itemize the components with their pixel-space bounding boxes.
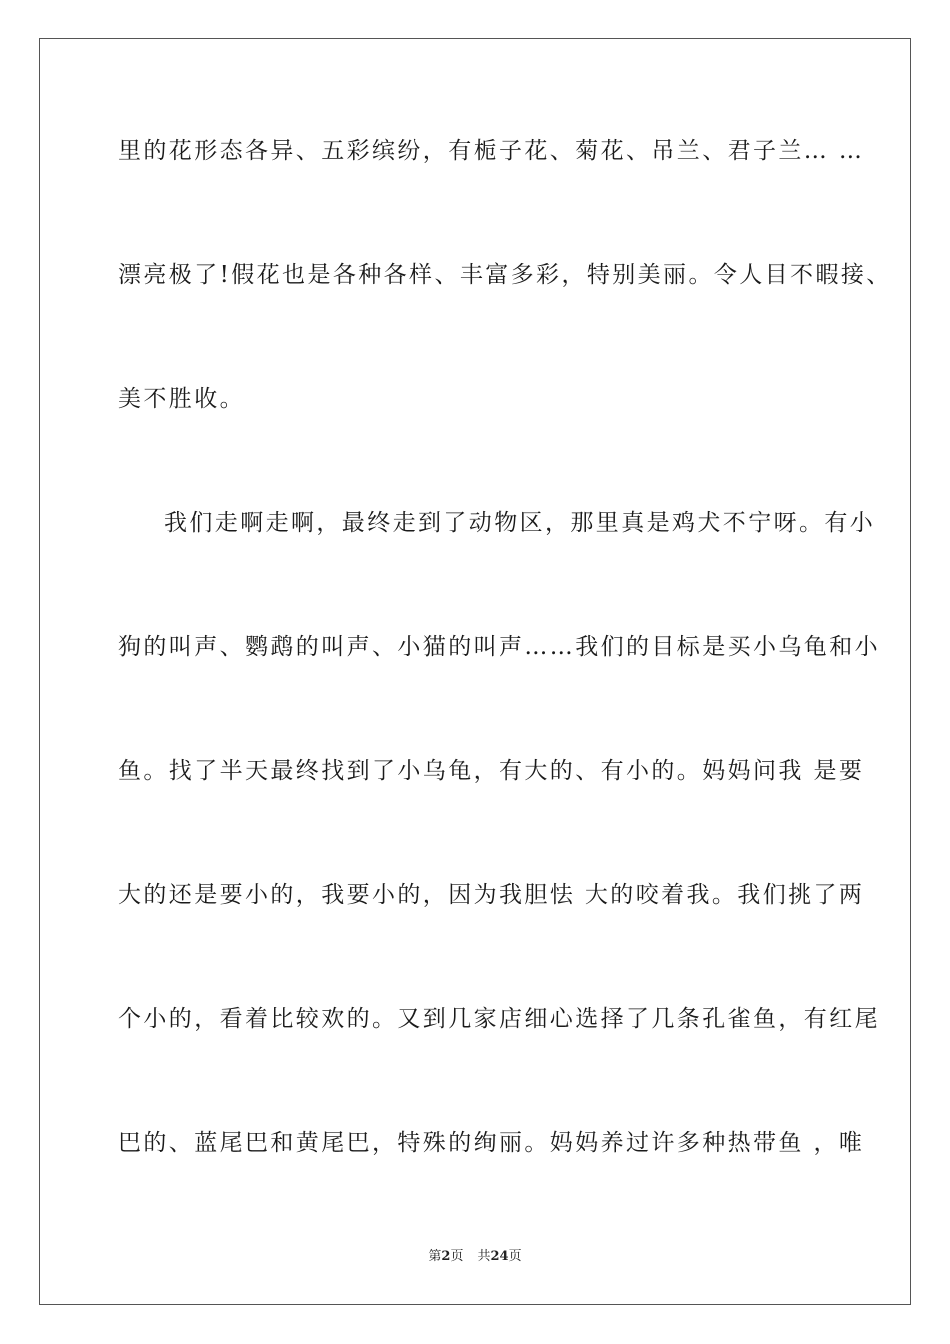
body-line-2: 漂亮极了!假花也是各种各样、丰富多彩，特别美丽。令人目不暇接、 — [118, 262, 892, 288]
total-pages: 24 — [490, 1249, 509, 1264]
body-line-6: 鱼。找了半天最终找到了小乌龟，有大的、有小的。妈妈问我 是要 — [118, 758, 865, 784]
body-line-7: 大的还是要小的，我要小的，因为我胆怯 大的咬着我。我们挑了两 — [118, 882, 865, 908]
body-line-5: 狗的叫声、鹦鹉的叫声、小猫的叫声……我们的目标是买小乌龟和小 — [118, 634, 880, 660]
body-line-4: 我们走啊走啊，最终走到了动物区，那里真是鸡犬不宁呀。有小 — [164, 510, 876, 536]
page-number: 2 — [441, 1249, 451, 1264]
body-line-9: 巴的、蓝尾巴和黄尾巴，特殊的绚丽。妈妈养过许多种热带鱼 ，唯 — [118, 1130, 865, 1156]
total-prefix: 共 — [477, 1249, 491, 1264]
page-suffix: 页 — [450, 1249, 464, 1264]
body-line-1: 里的花形态各异、五彩缤纷，有栀子花、菊花、吊兰、君子兰… … — [118, 138, 865, 164]
page-prefix: 第 — [428, 1249, 442, 1264]
page-footer — [0, 1248, 950, 1266]
body-line-8: 个小的，看着比较欢的。又到几家店细心选择了几条孔雀鱼，有红尾 — [118, 1006, 880, 1032]
total-suffix: 页 — [508, 1249, 522, 1264]
page-border — [39, 38, 911, 1305]
body-line-3: 美不胜收。 — [118, 386, 245, 412]
